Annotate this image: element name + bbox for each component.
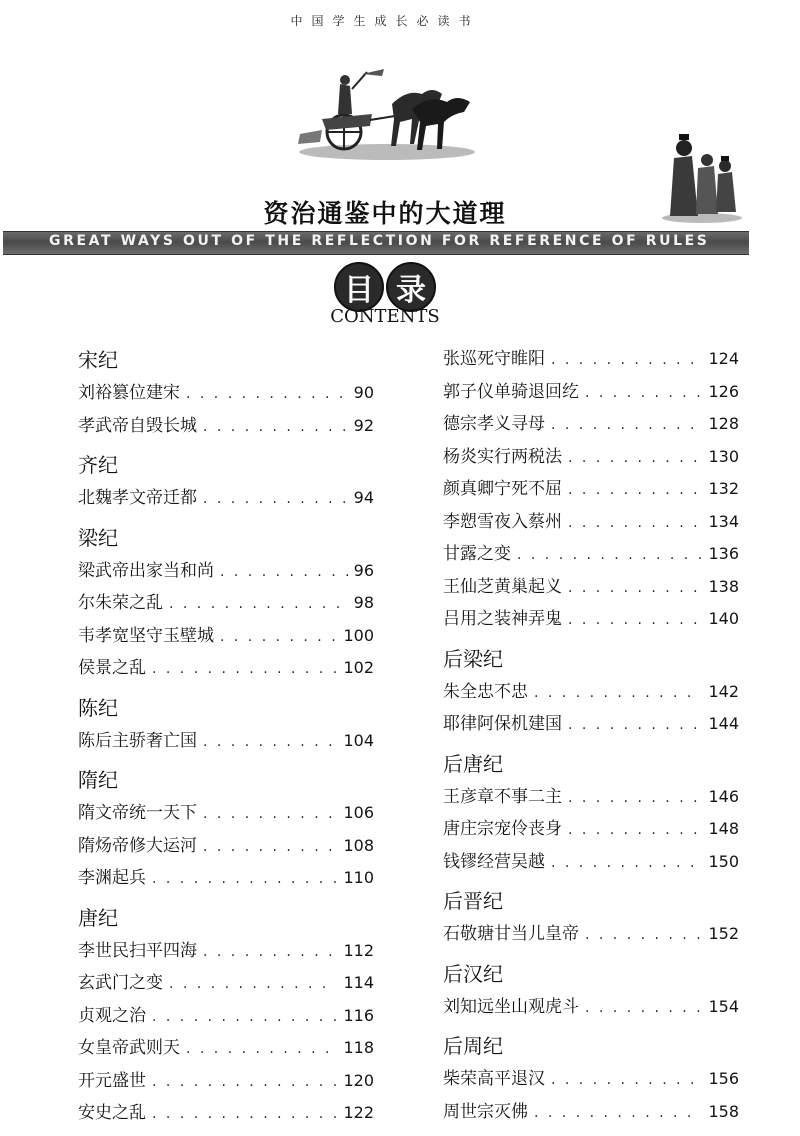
toc-entry[interactable] bbox=[443, 473, 739, 506]
toc-entry[interactable] bbox=[78, 1097, 374, 1130]
entry-page-number: 130 bbox=[708, 446, 739, 466]
dot-leader bbox=[568, 572, 702, 605]
entry-title: 郭子仪单骑退回纥 bbox=[443, 381, 579, 402]
entry-title: 李愬雪夜入蔡州 bbox=[443, 511, 562, 532]
entry-page-number: 102 bbox=[343, 658, 374, 677]
entry-title: 玄武门之变 bbox=[78, 973, 163, 993]
entry-page-number: 132 bbox=[708, 479, 739, 498]
entry-title: 刘裕篡位建宋 bbox=[78, 383, 180, 403]
entry-title: 隋炀帝修大运河 bbox=[78, 835, 197, 856]
toc-entry[interactable] bbox=[443, 991, 739, 1024]
dot-leader bbox=[534, 677, 702, 710]
dot-leader bbox=[517, 539, 702, 572]
entry-page-number: 120 bbox=[343, 1070, 374, 1090]
entry-page-number: 106 bbox=[343, 803, 374, 822]
dot-leader bbox=[534, 1097, 702, 1130]
toc-section bbox=[78, 901, 374, 1130]
toc-entry[interactable] bbox=[443, 343, 739, 376]
entry-page-number: 108 bbox=[343, 835, 374, 855]
entry-page-number: 110 bbox=[343, 868, 374, 887]
entry-title: 甘露之变 bbox=[443, 544, 511, 564]
entry-title: 吕用之装神弄鬼 bbox=[443, 609, 562, 629]
contents-heading bbox=[334, 262, 436, 312]
entry-title: 安史之乱 bbox=[78, 1103, 146, 1123]
entry-page-number: 156 bbox=[708, 1069, 739, 1088]
toc-section bbox=[78, 763, 374, 895]
series-title: 中国学生成长必读书 bbox=[290, 14, 480, 28]
entry-title: 朱全忠不忠 bbox=[443, 681, 528, 702]
contents-english: CONTENTS bbox=[330, 306, 440, 327]
entry-page-number: 152 bbox=[708, 924, 739, 943]
toc-entry[interactable] bbox=[78, 967, 374, 1000]
toc-entry[interactable] bbox=[78, 1000, 374, 1033]
entry-title: 刘知远坐山观虎斗 bbox=[443, 996, 579, 1017]
dot-leader bbox=[568, 604, 702, 637]
toc-entry[interactable] bbox=[78, 797, 374, 830]
section-title: 后周纪 bbox=[443, 1034, 503, 1058]
toc-entry[interactable] bbox=[443, 538, 739, 571]
toc-entry[interactable] bbox=[78, 555, 374, 588]
entry-title: 耶律阿保机建国 bbox=[443, 714, 562, 734]
entry-page-number: 112 bbox=[343, 940, 374, 960]
dot-leader bbox=[585, 919, 702, 952]
toc-section bbox=[78, 343, 374, 442]
entry-page-number: 144 bbox=[708, 714, 739, 733]
toc-entry[interactable] bbox=[443, 708, 739, 741]
entry-page-number: 116 bbox=[343, 1005, 374, 1025]
entry-page-number: 114 bbox=[343, 973, 374, 992]
entry-title: 德宗孝义寻母 bbox=[443, 414, 545, 434]
toc-entry[interactable] bbox=[443, 813, 739, 846]
entry-title: 柴荣高平退汉 bbox=[443, 1069, 545, 1089]
dot-leader bbox=[152, 1098, 337, 1131]
dot-leader bbox=[551, 847, 702, 880]
entry-page-number: 142 bbox=[708, 681, 739, 701]
entry-title: 王仙芝黄巢起义 bbox=[443, 576, 562, 597]
entry-page-number: 122 bbox=[343, 1103, 374, 1122]
toc-entry[interactable] bbox=[443, 603, 739, 636]
toc-entry[interactable] bbox=[443, 918, 739, 951]
section-title: 后唐纪 bbox=[443, 751, 503, 776]
entry-page-number: 134 bbox=[708, 511, 739, 531]
entry-title: 孝武帝自毁长城 bbox=[78, 415, 197, 436]
toc-entry[interactable] bbox=[78, 935, 374, 968]
toc-entry[interactable] bbox=[443, 1063, 739, 1096]
toc-entry[interactable] bbox=[78, 587, 374, 620]
toc-section bbox=[443, 343, 739, 636]
toc-entry[interactable] bbox=[78, 377, 374, 410]
entry-page-number: 158 bbox=[708, 1101, 739, 1121]
toc-section bbox=[443, 747, 739, 879]
entry-page-number: 154 bbox=[708, 996, 739, 1016]
section-title: 后汉纪 bbox=[443, 961, 503, 986]
entry-title: 贞观之治 bbox=[78, 1005, 146, 1026]
dot-leader bbox=[568, 814, 702, 847]
toc-entry[interactable] bbox=[78, 652, 374, 685]
toc-entry[interactable] bbox=[78, 862, 374, 895]
toc-section bbox=[78, 521, 374, 685]
dot-leader bbox=[203, 936, 337, 969]
dot-leader bbox=[568, 442, 702, 475]
toc-entry[interactable] bbox=[443, 506, 739, 539]
toc-section bbox=[78, 448, 374, 515]
chariot-illustration bbox=[292, 64, 477, 164]
entry-page-number: 94 bbox=[353, 488, 374, 507]
section-title: 齐纪 bbox=[78, 453, 118, 477]
entry-title: 梁武帝出家当和尚 bbox=[78, 560, 214, 581]
entry-page-number: 150 bbox=[708, 851, 739, 871]
dot-leader bbox=[152, 1066, 337, 1099]
entry-page-number: 140 bbox=[708, 609, 739, 628]
dot-leader bbox=[585, 377, 702, 410]
entry-page-number: 136 bbox=[708, 544, 739, 563]
section-title: 梁纪 bbox=[78, 525, 118, 550]
toc-entry[interactable] bbox=[78, 482, 374, 515]
entry-page-number: 148 bbox=[708, 819, 739, 838]
entry-title: 杨炎实行两税法 bbox=[443, 446, 562, 467]
dot-leader bbox=[568, 507, 702, 540]
dot-leader bbox=[152, 653, 337, 686]
entry-title: 韦孝宽坚守玉壁城 bbox=[78, 625, 214, 646]
entry-page-number: 90 bbox=[353, 383, 374, 402]
entry-page-number: 128 bbox=[708, 414, 739, 433]
entry-title: 隋文帝统一天下 bbox=[78, 803, 197, 823]
section-title: 唐纪 bbox=[78, 905, 118, 930]
entry-title: 唐庄宗宠伶丧身 bbox=[443, 819, 562, 839]
dot-leader bbox=[220, 621, 337, 654]
toc-section bbox=[443, 957, 739, 1024]
section-title: 后晋纪 bbox=[443, 889, 503, 913]
entry-page-number: 124 bbox=[708, 349, 739, 368]
entry-title: 李世民扫平四海 bbox=[78, 940, 197, 961]
toc-entry[interactable] bbox=[443, 676, 739, 709]
toc-entry[interactable] bbox=[443, 1096, 739, 1129]
dot-leader bbox=[220, 556, 348, 589]
entry-title: 钱镠经营吴越 bbox=[443, 851, 545, 872]
english-subtitle: GREAT WAYS OUT OF THE REFLECTION FOR REFERENCE OF RULES bbox=[49, 233, 710, 249]
toc-section bbox=[443, 884, 739, 951]
entry-title: 李渊起兵 bbox=[78, 868, 146, 888]
entry-page-number: 98 bbox=[353, 593, 374, 612]
entry-page-number: 96 bbox=[353, 560, 374, 580]
toc-entry[interactable] bbox=[443, 408, 739, 441]
dot-leader bbox=[203, 726, 337, 759]
dot-leader bbox=[169, 968, 337, 1001]
dot-leader bbox=[186, 1033, 337, 1066]
dot-leader bbox=[152, 863, 337, 896]
entry-page-number: 126 bbox=[708, 381, 739, 401]
entry-title: 尔朱荣之乱 bbox=[78, 593, 163, 613]
entry-page-number: 146 bbox=[708, 786, 739, 806]
toc-entry[interactable] bbox=[78, 410, 374, 443]
dot-leader bbox=[203, 831, 337, 864]
section-title: 隋纪 bbox=[78, 768, 118, 792]
dot-leader bbox=[169, 588, 348, 621]
dot-leader bbox=[203, 483, 348, 516]
dot-leader bbox=[152, 1001, 337, 1034]
toc-entry[interactable] bbox=[78, 620, 374, 653]
subtitle-band bbox=[3, 231, 749, 255]
entry-title: 侯景之乱 bbox=[78, 658, 146, 678]
toc-section bbox=[443, 1029, 739, 1128]
contents-char-2: 录 bbox=[386, 262, 436, 312]
entry-title: 王彦章不事二主 bbox=[443, 786, 562, 807]
dot-leader bbox=[203, 411, 348, 444]
dot-leader bbox=[551, 1064, 702, 1097]
contents-char-1: 目 bbox=[334, 262, 384, 312]
toc-entry[interactable] bbox=[78, 830, 374, 863]
dot-leader bbox=[186, 378, 348, 411]
toc-entry[interactable] bbox=[78, 1065, 374, 1098]
toc-entry[interactable] bbox=[78, 1032, 374, 1065]
section-title: 陈纪 bbox=[78, 695, 118, 720]
entry-title: 周世宗灭佛 bbox=[443, 1101, 528, 1122]
toc-section bbox=[78, 691, 374, 758]
toc-entry[interactable] bbox=[443, 376, 739, 409]
entry-title: 女皇帝武则天 bbox=[78, 1038, 180, 1058]
toc-entry[interactable] bbox=[443, 441, 739, 474]
toc-entry[interactable] bbox=[443, 571, 739, 604]
section-title: 后梁纪 bbox=[443, 646, 503, 671]
dot-leader bbox=[585, 992, 702, 1025]
entry-title: 石敬瑭甘当儿皇帝 bbox=[443, 924, 579, 944]
entry-page-number: 100 bbox=[343, 625, 374, 645]
entry-page-number: 104 bbox=[343, 730, 374, 750]
toc-right-column bbox=[443, 343, 739, 1134]
entry-page-number: 118 bbox=[343, 1038, 374, 1057]
entry-page-number: 92 bbox=[353, 415, 374, 435]
dot-leader bbox=[568, 709, 702, 742]
toc-left-column bbox=[78, 343, 374, 1136]
toc-section bbox=[443, 642, 739, 741]
toc-entry[interactable] bbox=[443, 846, 739, 879]
entry-page-number: 138 bbox=[708, 576, 739, 596]
toc-entry[interactable] bbox=[78, 725, 374, 758]
entry-title: 颜真卿宁死不屈 bbox=[443, 479, 562, 499]
dot-leader bbox=[568, 782, 702, 815]
toc-entry[interactable] bbox=[443, 781, 739, 814]
dot-leader bbox=[551, 344, 702, 377]
entry-title: 陈后主骄奢亡国 bbox=[78, 730, 197, 751]
book-title: 资治通鉴中的大道理 bbox=[263, 199, 507, 228]
dot-leader bbox=[568, 474, 702, 507]
section-title: 宋纪 bbox=[78, 348, 118, 372]
entry-title: 张巡死守睢阳 bbox=[443, 349, 545, 369]
dot-leader bbox=[551, 409, 702, 442]
entry-title: 北魏孝文帝迁都 bbox=[78, 488, 197, 508]
entry-title: 开元盛世 bbox=[78, 1070, 146, 1091]
dot-leader bbox=[203, 798, 337, 831]
